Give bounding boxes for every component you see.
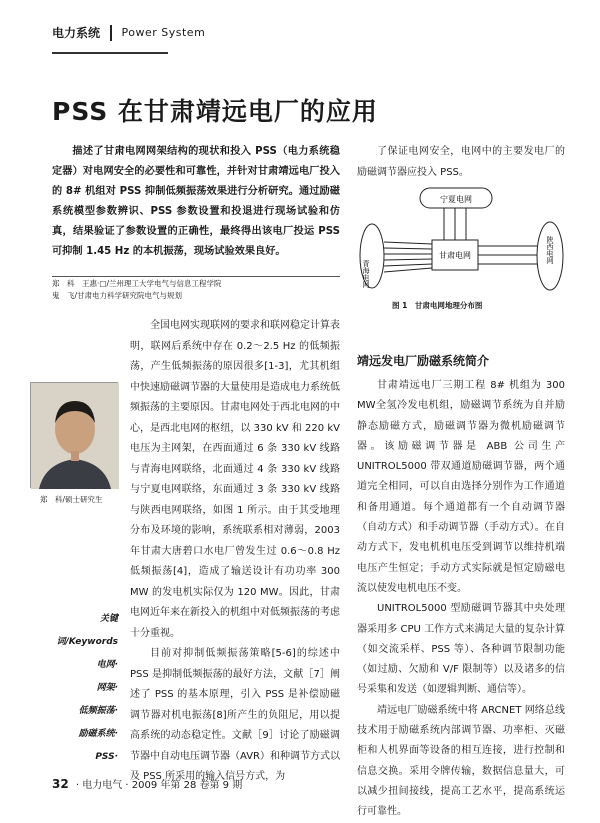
paragraph: 全国电网实现联网的要求和联网稳定计算表明，联网后系统中存在 0.2～2.5 Hz 的低频振荡，产生低频振荡的原因很多[1-3]，尤其机组中快速励磁调节器的大量使用是造成电力系统低频振荡的主要原因。甘肃电网处于西北电网的中心，是西北电网的枢纽，以 330 kV 和 220 kV 电压为主网架，在西面通过 6 条 330 kV 线路与青海电网联络，北面通过 4 条 330 kV 线路与宁夏电网联络，东面通过 3 条 330 kV 线路与陕西电网联络，如图 1 所示。由于其受地理分布及环境的影响，系统联系相对薄弱，2003 年甘肃大唐碧口水电厂曾发生过 0.6～0.8 Hz低频振荡[4]，造成了输送设计有功功率 300 MW 的发电机实际仅为 120 MW。因此，甘肃电网近年来在新投入的机组中对低频振荡的考虑十分重视。 [130, 320, 340, 639]
figure-caption: 图 1 甘肃电网地理分布图 [392, 301, 483, 310]
paragraph: UNITROL5000 型励磁调节器其中央处理器采用多 CPU 工作方式来满足大量的复杂计算（如交流采样、PSS 等）、各种调节限制功能（如过励、欠励和 V/F 限制等）以及诸多的信号采集和发送（如逻辑判断、通信等）。 [357, 603, 565, 696]
keyword: 网架· [96, 683, 118, 693]
paragraph: 甘肃靖远电厂三期工程 8# 机组为 300 MW全氢冷发电机组，励磁调节系统为自并励静态励磁方式，励磁调节器为微机励磁调节器。该励磁调节器是 ABB 公司生产 UNITROL5000 带双通道励磁调节器，两个通道完全相同，可以自由选择分别作为工作通道和备用通道。每个通道都有一个自动调节器（自动方式）和手动调节器（手动方式）。在自动方式下，发电机机电压受到调节以维持机端电压产生恒定；手动方式实际就是恒定励磁电流以使发电机电压不变。 [357, 380, 565, 594]
author-photo [30, 382, 118, 488]
section-en: Power System [121, 26, 206, 39]
portrait-image [31, 383, 119, 489]
paragraph: 目前对抑制低频振荡策略[5-6]的综述中 PSS 是抑制低频振荡的最好方法，文献［7］阐述了 PSS 的基本原理，引入 PSS 是补偿励磁调节器对机电振荡[8]所产生的负阻尼，用以提高系统的动态稳定性。文献［9］讨论了励磁调节器中自动电压调节器（AVR）和种调节方式以及 PSS 所采用的输入信号方式，为 [130, 648, 340, 782]
authors [52, 278, 222, 302]
node-label: 甘肃电网 [439, 251, 471, 260]
page-footer [52, 776, 242, 791]
section-cn: 电力系统 [52, 26, 101, 40]
paragraph: 靖远电厂励磁系统中将 ARCNET 网络总线技术用于励磁系统内部调节器、功率柜、灭磁柜和人机界面等设备的相互连接，进行控制和信息交换。采用令牌传输，数据信息量大，可以减少扭间接线，提高工艺水平，提高系统运行可靠性。 [357, 704, 565, 818]
body-column-right [357, 376, 565, 823]
journal-info: · 电力电气 · 2009 年第 28 卷第 9 期 [75, 780, 243, 791]
photo-caption: 郑 科/硕士研究生 [40, 495, 103, 504]
header-divider [110, 25, 112, 41]
keyword: 励磁系统· [78, 729, 118, 739]
node-label: 宁夏电网 [440, 195, 472, 204]
keyword: 低频振荡· [78, 706, 118, 716]
abstract-rule [52, 276, 340, 277]
figure-grid-map [360, 186, 565, 306]
abstract: 描述了甘肃电网网架结构的现状和投入 PSS（电力系统稳定器）对电网安全的必要性和可靠性，并针对甘肃靖远电厂投入的 8# 机组对 PSS 抑制低频振荡效果进行分析研究。通过励磁系统模型参数辨识、PSS 参数设置和投退进行现场试验和仿真，结果验证了参数设置的正确性，最终得出该电厂投运 PSS 可抑制 1.45 Hz 的本机振荡，现场试验效果良好。 [52, 146, 340, 257]
node-label: 陕西电网 [546, 236, 554, 264]
header-rule [52, 52, 168, 54]
body-column-right-top [357, 142, 565, 183]
keywords-block [46, 608, 118, 769]
keywords-title: 关键词/Keywords [56, 614, 118, 647]
article-title: PSS 在甘肃靖远电厂的应用 [52, 97, 378, 126]
keyword: 电网· [96, 660, 118, 670]
section-heading: 靖远发电厂励磁系统简介 [357, 354, 490, 368]
paragraph: 了保证电网安全，电网中的主要发电厂的励磁调节器应投入 PSS。 [357, 146, 565, 178]
page-number: 32 [52, 777, 69, 791]
author-line: 鬼 飞/甘肃电力科学研究院电气与规划 [52, 291, 183, 300]
author-line: 郑 科 王惠·□/兰州理工大学电气与信息工程学院 [52, 279, 222, 288]
keyword: PSS· [95, 752, 118, 762]
body-column-middle [130, 316, 340, 788]
node-label: 青海电网 [362, 260, 370, 288]
running-header [52, 24, 205, 41]
